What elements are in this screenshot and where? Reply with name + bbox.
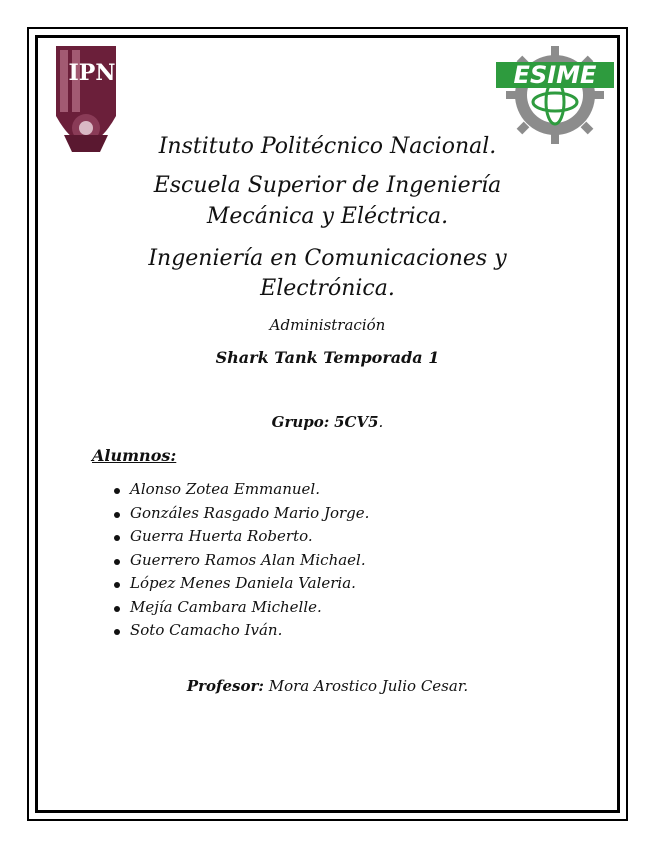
group-line <box>0 413 655 431</box>
project-title: Shark Tank Temporada 1 <box>215 348 440 367</box>
students-label: Alumnos: <box>92 446 177 465</box>
list-item: Soto Camacho Iván. <box>110 619 369 643</box>
school-title-line-2: Mecánica y Eléctrica. <box>206 204 449 229</box>
esime-logo-lettering: ESIME <box>513 61 597 89</box>
ipn-logo-lettering: IPN <box>68 60 116 86</box>
professor-line <box>0 677 655 695</box>
list-item: López Menes Daniela Valeria. <box>110 572 369 596</box>
career-title-line-1: Ingeniería en Comunicaciones y <box>148 246 507 271</box>
group-label: Grupo: <box>271 413 330 431</box>
group-suffix: . <box>378 413 384 431</box>
esime-logo <box>496 40 614 144</box>
school-title-line-1: Escuela Superior de Ingeniería <box>153 173 502 198</box>
professor-name: Mora Arostico Julio Cesar. <box>268 677 469 695</box>
list-item: Gonzáles Rasgado Mario Jorge. <box>110 502 369 526</box>
group-value: 5CV5 <box>334 413 379 431</box>
list-item: Mejía Cambara Michelle. <box>110 596 369 620</box>
institution-title: Instituto Politécnico Nacional. <box>158 134 497 159</box>
subject-name: Administración <box>269 316 386 334</box>
list-item: Guerrero Ramos Alan Michael. <box>110 549 369 573</box>
students-list <box>110 478 369 643</box>
list-item: Guerra Huerta Roberto. <box>110 525 369 549</box>
career-title-line-2: Electrónica. <box>260 276 395 301</box>
list-item: Alonso Zotea Emmanuel. <box>110 478 369 502</box>
professor-label: Profesor: <box>186 677 264 695</box>
